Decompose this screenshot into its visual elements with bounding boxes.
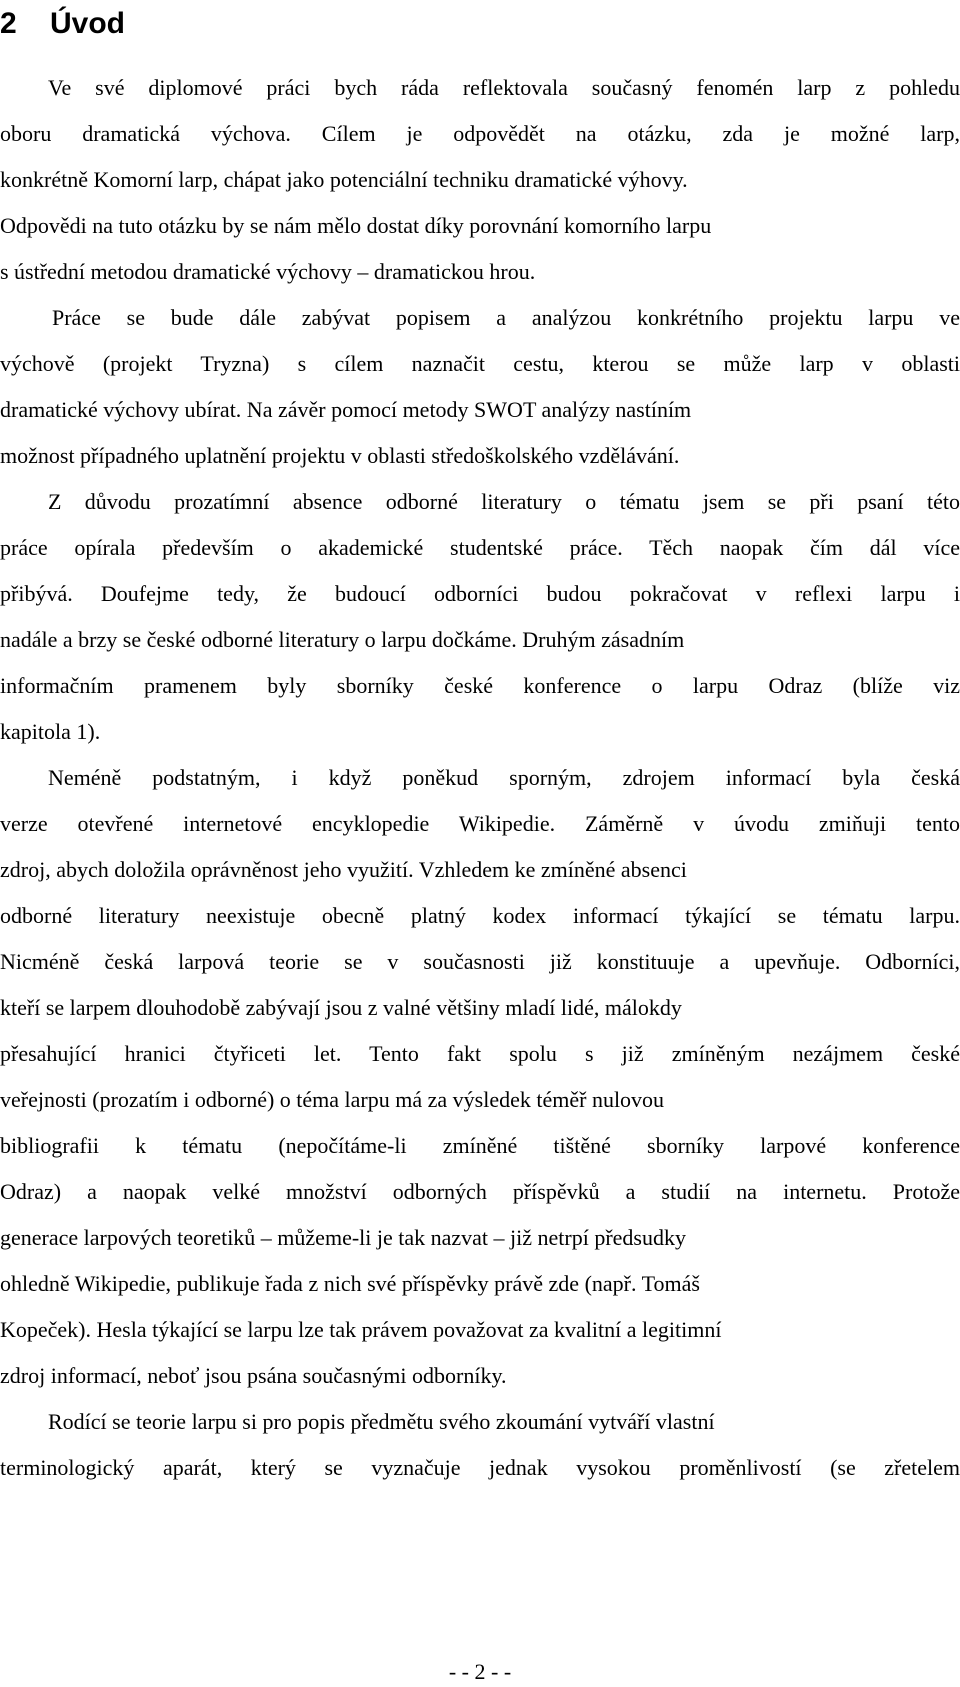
text-line: terminologický aparát, který se vyznačuje jednak vysokou proměnlivostí (se zřetelem xyxy=(0,1455,960,1480)
text-line: Odpovědi na tuto otázku by se nám mělo dostat díky porovnání komorního larpu xyxy=(0,213,712,238)
text-line: Z důvodu prozatímní absence odborné literatury o tématu jsem se při psaní této xyxy=(48,489,960,514)
text-line: možnost případného uplatnění projektu v oblasti středoškolského vzdělávání. xyxy=(0,443,680,468)
text-line: přesahující hranici čtyřiceti let. Tento fakt spolu s již zmíněným nezájmem české xyxy=(0,1041,960,1066)
text-line: oboru dramatická výchova. Cílem je odpovědět na otázku, zda je možné larp, xyxy=(0,121,960,146)
chapter-title: Úvod xyxy=(50,7,125,40)
text-line: Ve své diplomové práci bych ráda reflektovala současný fenomén larp z pohledu xyxy=(48,75,960,100)
text-line: odborné literatury neexistuje obecně platný kodex informací týkající se tématu larpu. xyxy=(0,903,960,928)
text-line: zdroj, abych doložila oprávněnost jeho využití. Vzhledem ke zmíněné absenci xyxy=(0,857,687,882)
text-line: s ústřední metodou dramatické výchovy – dramatickou hrou. xyxy=(0,259,536,284)
text-line: Odraz) a naopak velké množství odborných příspěvků a studií na internetu. Protože xyxy=(0,1179,960,1204)
text-line: nadále a brzy se české odborné literatury o larpu dočkáme. Druhým zásadním xyxy=(0,627,685,652)
text-line: Rodící se teorie larpu si pro popis předmětu svého zkoumání vytváří vlastní xyxy=(48,1409,715,1434)
text-line: konkrétně Komorní larp, chápat jako potenciální techniku dramatické výhovy. xyxy=(0,167,688,192)
text-line: informačním pramenem byly sborníky české konference o larpu Odraz (blíže viz xyxy=(0,673,960,698)
text-line: bibliografii k tématu (nepočítáme-li zmíněné tištěné sborníky larpové konference xyxy=(0,1133,960,1158)
text-line: výchově (projekt Tryzna) s cílem naznačit cestu, kterou se může larp v oblasti xyxy=(0,351,960,376)
text-line: Neméně podstatným, i když poněkud sporným, zdrojem informací byla česká xyxy=(48,765,960,790)
text-line: práce opírala především o akademické studentské práce. Těch naopak čím dál více xyxy=(0,535,960,560)
text-line: Kopeček). Hesla týkající se larpu lze tak právem považovat za kvalitní a legitimní xyxy=(0,1317,722,1342)
chapter-number: 2 xyxy=(0,7,17,40)
text-line: dramatické výchovy ubírat. Na závěr pomocí metody SWOT analýzy nastíním xyxy=(0,397,692,422)
text-line: zdroj informací, neboť jsou psána současnými odborníky. xyxy=(0,1363,507,1388)
page-number: - - 2 - - xyxy=(448,1659,512,1684)
text-line: Nicméně česká larpová teorie se v současnosti již konstituuje a upevňuje. Odborníci, xyxy=(0,949,960,974)
text-line: Práce se bude dále zabývat popisem a analýzou konkrétního projektu larpu ve xyxy=(52,305,960,330)
text-line: kteří se larpem dlouhodobě zabývají jsou z valné většiny mladí lidé, málokdy xyxy=(0,995,682,1020)
chapter-heading xyxy=(0,2,125,46)
text-line: verze otevřené internetové encyklopedie Wikipedie. Záměrně v úvodu zmiňuji tento xyxy=(0,811,960,836)
text-line: veřejnosti (prozatím i odborné) o téma larpu má za výsledek téměř nulovou xyxy=(0,1087,665,1112)
text-line: kapitola 1). xyxy=(0,719,101,744)
text-line: ohledně Wikipedie, publikuje řada z nich své příspěvky právě zde (např. Tomáš xyxy=(0,1271,700,1296)
text-line: generace larpových teoretiků – můžeme-li je tak nazvat – již netrpí předsudky xyxy=(0,1225,686,1250)
text-line: přibývá. Doufejme tedy, že budoucí odborníci budou pokračovat v reflexi larpu i xyxy=(0,581,960,606)
